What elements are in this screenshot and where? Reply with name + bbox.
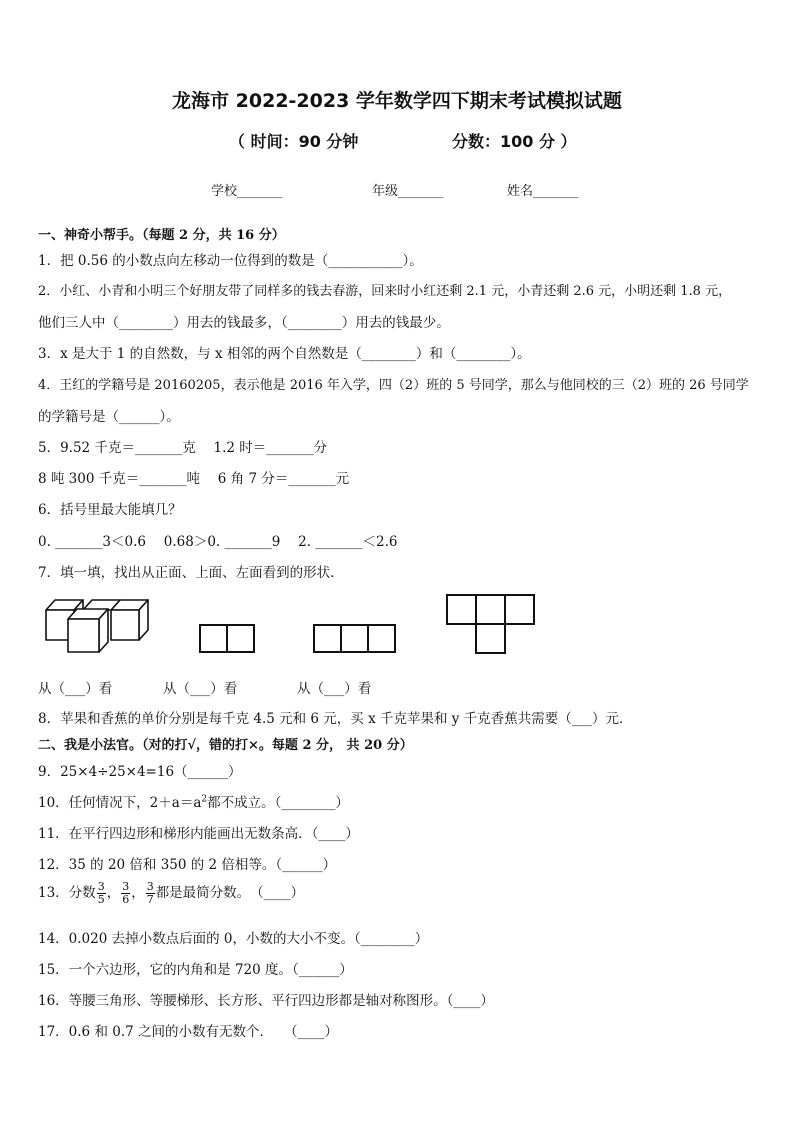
question-4-line-1: 4．王红的学籍号是 20160205，表示他是 2016 年入学，四（2）班的 5 号同学，那么与他同校的三（2）班的 26 号同学 <box>38 378 749 393</box>
question-14: 14．0.020 去掉小数点后面的 0，小数的大小不变。（________） <box>38 931 429 947</box>
question-5-line-2: 8 吨 300 千克＝_______吨 6 角 7 分＝_______元 <box>38 471 350 487</box>
question-10-text-start: 10．任何情况下，2＋a＝a <box>38 795 202 811</box>
fraction-2 <box>121 881 130 906</box>
three-square-view-figure <box>313 624 397 654</box>
section-1-heading: 一、神奇小帮手。（每题 2 分，共 16 分） <box>38 228 285 243</box>
fraction-1 <box>97 881 106 906</box>
question-5-line-1: 5．9.52 千克＝_______克 1.2 时＝_______分 <box>38 440 327 456</box>
fraction-2-numerator: 3 <box>122 880 130 893</box>
fraction-separator-2: ， <box>131 885 145 901</box>
question-17: 17．0.6 和 0.7 之间的小数有无数个． （____） <box>38 1024 339 1040</box>
view-label-1: 从（___）看 <box>38 681 113 697</box>
time-limit: （ 时间：90 分钟 <box>229 132 359 151</box>
fraction-3-numerator: 3 <box>146 880 154 893</box>
question-10-text-end: 都不成立。（________） <box>207 795 349 811</box>
question-7: 7．填一填，找出从正面、上面、左面看到的形状． <box>38 565 344 581</box>
question-3: 3．x 是大于 1 的自然数，与 x 相邻的两个自然数是（________）和（________）。 <box>38 346 531 362</box>
question-6: 6．括号里最大能填几？ <box>38 502 182 518</box>
question-12: 12．35 的 20 倍和 350 的 2 倍相等。（______） <box>38 857 337 873</box>
fraction-3 <box>146 881 155 906</box>
question-2-line-1: 2．小红、小青和小明三个好朋友带了同样多的钱去春游，回来时小红还剩 2.1 元，小青还剩 2.6 元，小明还剩 1.8 元， <box>38 284 732 299</box>
fraction-3-denominator: 7 <box>146 893 154 906</box>
question-6-items: 0. _______3＜0.6 0.68＞0. _______9 2. _______＜2.6 <box>38 534 398 550</box>
question-11: 11．在平行四边形和梯形内能画出无数条高．（____） <box>38 826 359 842</box>
section-2-heading: 二、我是小法官。（对的打√，错的打×。每题 2 分， 共 20 分） <box>38 738 413 753</box>
question-2-line-2: 他们三人中（________）用去的钱最多，（________）用去的钱最少。 <box>38 315 450 331</box>
question-13 <box>38 881 304 906</box>
fraction-1-numerator: 3 <box>97 880 105 893</box>
question-15: 15．一个六边形，它的内角和是 720 度。（______） <box>38 962 353 978</box>
question-13-suffix: 都是最简分数。 （____） <box>155 885 305 901</box>
question-10 <box>38 791 349 811</box>
question-1: 1．把 0.56 的小数点向左移动一位得到的数是（___________）。 <box>38 253 423 269</box>
name-field: 姓名_______ <box>507 184 579 199</box>
question-9: 9．25×4÷25×4=16（______） <box>38 764 242 780</box>
question-8: 8．苹果和香蕉的单价分别是每千克 4.5 元和 6 元，买 x 千克苹果和 y 千克香蕉共需要（___）元． <box>38 711 633 727</box>
fraction-1-denominator: 5 <box>97 893 105 906</box>
t-shape-view-figure <box>446 594 536 654</box>
view-label-2: 从（___）看 <box>163 681 238 697</box>
cube-arrangement-figure <box>44 598 162 654</box>
page-title: 龙海市 2022-2023 学年数学四下期末考试模拟试题 <box>172 90 622 112</box>
fraction-separator-1: ， <box>106 885 121 901</box>
question-13-prefix: 13．分数 <box>38 885 96 901</box>
total-score: 分数：100 分 ） <box>452 132 577 151</box>
question-16: 16．等腰三角形、等腰梯形、长方形、平行四边形都是轴对称图形。（____） <box>38 993 494 1009</box>
question-4-line-2: 的学籍号是（______）。 <box>38 409 180 425</box>
fraction-2-denominator: 6 <box>122 893 130 906</box>
question-10-exponent: 2 <box>201 794 208 805</box>
view-label-3: 从（___）看 <box>297 681 372 697</box>
school-field: 学校_______ <box>211 184 283 199</box>
two-square-view-figure <box>199 624 255 654</box>
grade-field: 年级_______ <box>372 184 444 199</box>
